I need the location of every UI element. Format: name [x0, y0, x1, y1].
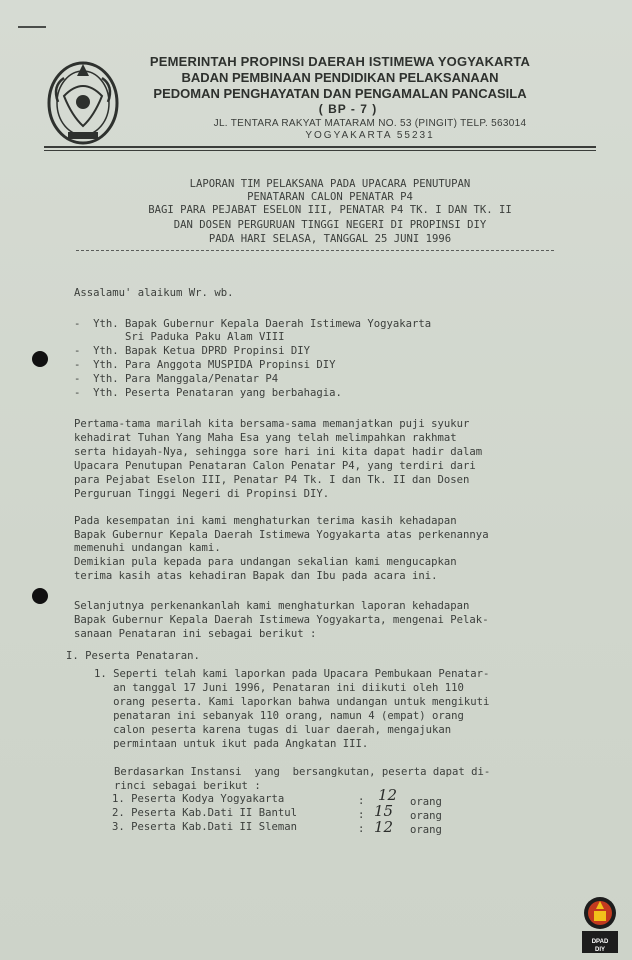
- addressee-3: - Yth. Bapak Ketua DPRD Propinsi DIY: [74, 345, 310, 357]
- letterhead-rule-thin: [44, 150, 596, 151]
- para1-line: kehadirat Tuhan Yang Maha Esa yang telah melimpahkan rakhmat: [74, 432, 457, 444]
- section-heading: I. Peserta Penataran.: [66, 650, 200, 662]
- addressee-5: - Yth. Para Manggala/Penatar P4: [74, 373, 279, 385]
- letterhead-line2: BADAN PEMBINAAN PENDIDIKAN PELAKSANAAN: [181, 70, 499, 85]
- greeting: Assalamu' alaikum Wr. wb.: [74, 287, 234, 299]
- row-label: 1. Peserta Kodya Yogyakarta: [112, 793, 285, 805]
- breakdown-intro: rinci sebagai berikut :: [114, 780, 261, 792]
- item1-line: permintaan untuk ikut pada Angkatan III.: [94, 738, 369, 750]
- letterhead-address: JL. TENTARA RAKYAT MATARAM NO. 53 (PINGIT) TELP. 563014: [213, 118, 527, 129]
- row-unit: orang: [410, 810, 442, 822]
- para1-line: Perguruan Tinggi Negeri di Propinsi DIY.: [74, 488, 330, 500]
- punch-hole: [32, 351, 48, 367]
- para3-line: Bapak Gubernur Kepala Daerah Istimewa Yogyakarta, mengenai Pelak-: [74, 614, 489, 626]
- item1-line: 1. Seperti telah kami laporkan pada Upacara Pembukaan Penatar-: [94, 668, 490, 680]
- addressee-4: - Yth. Para Anggota MUSPIDA Propinsi DIY: [74, 359, 336, 371]
- title-divider: [76, 250, 554, 251]
- row-colon: :: [358, 795, 365, 807]
- letterhead-line4: ( BP - 7 ): [318, 102, 378, 116]
- para3-line: sanaan Penataran ini sebagai berikut :: [74, 628, 317, 640]
- letterhead-city: YOGYAKARTA 55231: [305, 130, 435, 141]
- row-label: 2. Peserta Kab.Dati II Bantul: [112, 807, 297, 819]
- dpad-logo-subtext: DIY: [594, 947, 605, 953]
- item1-line: calon peserta karena tugas di luar daerah, mengajukan: [94, 724, 452, 736]
- title-line4: DAN DOSEN PERGURUAN TINGGI NEGERI DI PROPINSI DIY: [173, 219, 487, 231]
- title-line3: BAGI PARA PEJABAT ESELON III, PENATAR P4 TK. I DAN TK. II: [148, 204, 512, 216]
- addressee-1: - Yth. Bapak Gubernur Kepala Daerah Istimewa Yogyakarta: [74, 318, 432, 330]
- row-value: 12: [378, 786, 398, 804]
- corner-mark: [18, 26, 46, 28]
- dpad-logo-text: DPAD: [591, 939, 609, 945]
- letterhead-line3: PEDOMAN PENGHAYATAN DAN PENGAMALAN PANCASILA: [153, 86, 527, 101]
- row-label: 3. Peserta Kab.Dati II Sleman: [112, 821, 297, 833]
- row-value: 12: [374, 818, 394, 836]
- item1-line: orang peserta. Kami laporkan bahwa undangan untuk mengikuti: [94, 696, 490, 708]
- item1-line: an tanggal 17 Juni 1996, Penataran ini diikuti oleh 110: [94, 682, 464, 694]
- para1-line: Upacara Penutupan Penataran Calon Penatar P4, yang terdiri dari: [74, 460, 476, 472]
- title-line5: PADA HARI SELASA, TANGGAL 25 JUNI 1996: [208, 233, 452, 245]
- para2-line: Pada kesempatan ini kami menghaturkan terima kasih kehadapan: [74, 515, 457, 527]
- para1-line: para Pejabat Eselon III, Penatar P4 Tk. I dan Tk. II dan Dosen: [74, 474, 470, 486]
- para2-line: Bapak Gubernur Kepala Daerah Istimewa Yogyakarta atas perkenannya: [74, 529, 489, 541]
- breakdown-intro: Berdasarkan Instansi yang bersangkutan, peserta dapat di-: [114, 766, 491, 778]
- title-line2: PENATARAN CALON PENATAR P4: [247, 191, 413, 203]
- item1-line: penataran ini sebanyak 110 orang, namun 4 (empat) orang: [94, 710, 464, 722]
- letterhead-rule-thick: [44, 146, 596, 148]
- addressee-6: - Yth. Peserta Penataran yang berbahagia.: [74, 387, 342, 399]
- para3-line: Selanjutnya perkenankanlah kami menghaturkan laporan kehadapan: [74, 600, 470, 612]
- row-unit: orang: [410, 824, 442, 836]
- letterhead-line1: PEMERINTAH PROPINSI DAERAH ISTIMEWA YOGYAKARTA: [149, 54, 531, 69]
- para2-line: memenuhi undangan kami.: [74, 542, 221, 554]
- para2-line: terima kasih atas kehadiran Bapak dan Ibu pada acara ini.: [74, 570, 438, 582]
- para1-line: serta hidayah-Nya, sehingga sore hari ini kita dapat hadir dalam: [74, 446, 483, 458]
- row-unit: orang: [410, 796, 442, 808]
- title-line1: LAPORAN TIM PELAKSANA PADA UPACARA PENUTUPAN: [189, 178, 471, 190]
- punch-hole: [32, 588, 48, 604]
- addressee-2: Sri Paduka Paku Alam VIII: [74, 331, 285, 343]
- para2-line: Demikian pula kepada para undangan sekalian kami mengucapkan: [74, 556, 457, 568]
- row-colon: :: [358, 809, 365, 821]
- row-colon: :: [358, 823, 365, 835]
- para1-line: Pertama-tama marilah kita bersama-sama memanjatkan puji syukur: [74, 418, 470, 430]
- row-value: 15: [374, 802, 394, 820]
